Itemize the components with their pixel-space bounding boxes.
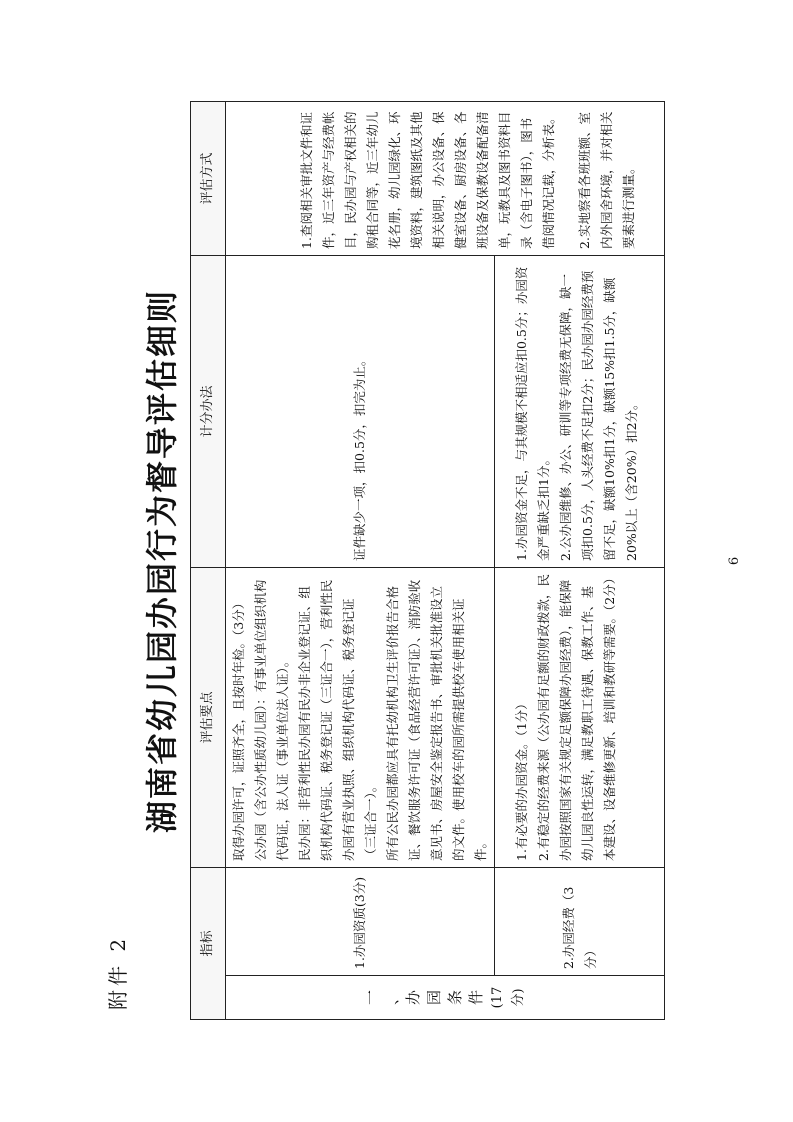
points-cell <box>226 567 495 867</box>
point-text: 取得办园许可，证照齐全，且按时年检。（3分） <box>231 596 246 861</box>
scoring-cell <box>226 255 495 567</box>
category-char: 件 <box>467 990 485 1006</box>
scoring-text: 证件缺少一项，扣0.5分，扣完为止。 <box>352 353 367 561</box>
method-text: 1.查阅相关审批文件和证件，近三年资产与经费帐目，民办园与产权相关的购租合同等，近三年幼儿花名册，幼儿园绿化、环境资料，建筑图纸及其他相关说明，办公设备、保健室设备、厨房设备、各班设备及保教设备配备清单，玩教具及图书资料目录（含电子图书），图书借阅情况记载，分析表。 <box>299 111 556 249</box>
indicator-cell: 1.办园资质(3分) <box>226 867 495 975</box>
indicator-cell: 2.办园经费（3分） <box>495 867 665 975</box>
scoring-text: 1.办园资金不足，与其规模不相适应扣0.5分；办园资金严重缺乏扣1分。 <box>514 266 551 561</box>
point-text: 公办园（含公办性质幼儿园）：有事业单位组织机构代码证，法人证（事业单位法人证）。 <box>253 579 290 861</box>
point-text: 民办园：非营利性民办园有民办非企业登记证、组织机构代码证、税务登记证（三证合一），营利性民办园有营业执照、组织机构代码证、税务登记证（三证合一）。 <box>297 579 378 861</box>
category-score: (17分) <box>490 986 526 1009</box>
points-cell <box>495 567 665 867</box>
page-title: 湖南省幼儿园办园行为督导评估细则 <box>143 289 181 834</box>
category-char: 、 <box>383 990 401 1006</box>
point-text: 2.有稳定的经费来源（公办园有足额的财政拨款，民办园按照国家有关规定足额保障办园经费），能保障幼儿园良性运转，满足教职工待遇、保教工作、基本建设、设备维修更新、培训和教研等需要。（2分） <box>536 571 617 861</box>
annex-label: 附件 2 <box>106 934 130 1010</box>
table-header-row <box>191 101 226 1019</box>
header-scoring: 计分办法 <box>191 255 226 567</box>
header-indicator: 指标 <box>191 867 226 1019</box>
header-points: 评估要点 <box>191 567 226 867</box>
table-row <box>226 101 495 1019</box>
method-cell <box>226 101 665 255</box>
point-text: 1.有必要的办园资金。（1分） <box>514 697 529 861</box>
scoring-cell <box>495 255 665 567</box>
page-number: 6 <box>727 556 742 566</box>
point-text: 所有公民办园都应具有托幼机构卫生评价报告合格证、餐饮服务许可证（食品经营许可证）、消防验收意见书、房屋安全鉴定报告书、审批机关批准设立的文件。使用校车的园所需提供校车使用相关证件。 <box>385 579 488 861</box>
category-char: 一 <box>362 990 380 1006</box>
method-text: 2.实地察看各班班额、室内外园舍环境，并对相关要素进行测量。 <box>577 111 636 249</box>
scoring-text: 2.公办园维修、办公、研训等专项经费无保障，缺一项扣0.5分，人头经费不足扣2分；民办园办园经费预留不足，缺额10%扣1分，缺额15%扣1.5分，缺额20%以上（含20%）扣2分。 <box>558 270 639 561</box>
category-char: 园 <box>425 990 443 1006</box>
category-char: 条 <box>446 990 464 1006</box>
category-cell <box>226 976 665 1020</box>
header-method: 评估方式 <box>191 101 226 255</box>
evaluation-table <box>190 101 665 1020</box>
category-char: 办 <box>404 990 422 1006</box>
